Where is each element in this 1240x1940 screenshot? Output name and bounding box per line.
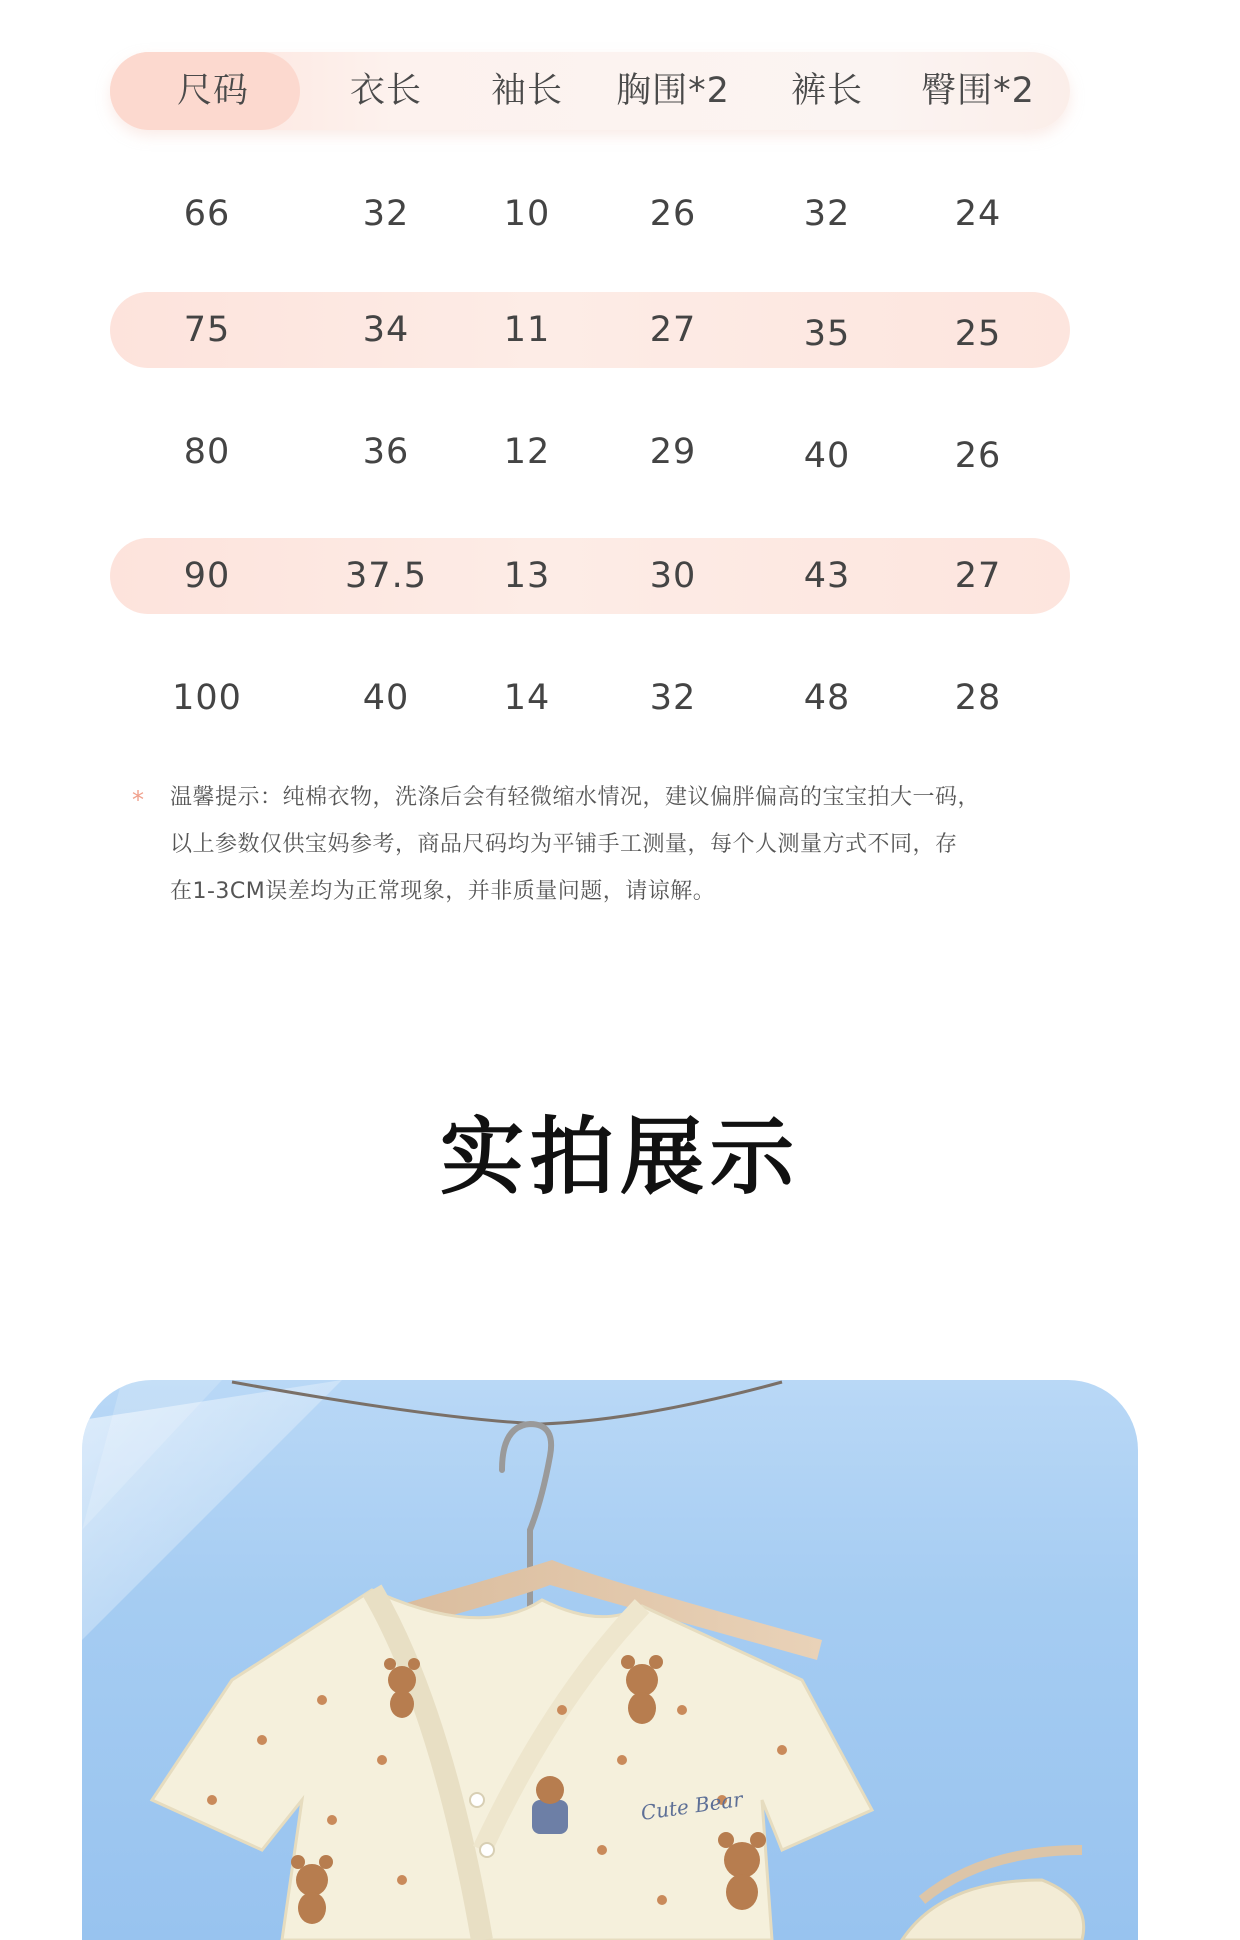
note-line: 在1-3CM误差均为正常现象，并非质量问题，请谅解。 [170,879,716,904]
cell-pants-length: 32 [803,194,851,234]
note-line: 以上参数仅供宝妈参考，商品尺码均为平铺手工测量，每个人测量方式不同，存 [170,832,958,857]
header-pants-length: 裤长 [790,71,863,111]
table-row [0,414,1240,490]
cell-chest: 29 [649,432,697,472]
cell-sleeve: 14 [503,678,551,718]
cell-pants-length: 48 [803,678,851,718]
cell-length: 34 [362,310,410,350]
size-table [0,0,1240,760]
header-size: 尺码 [176,71,249,111]
table-row [0,176,1240,252]
cell-chest: 27 [649,310,697,350]
header-sleeve: 袖长 [490,71,563,111]
cell-hip: 24 [954,194,1002,234]
cell-length: 32 [362,194,410,234]
size-table-header-row [0,53,1240,129]
cell-sleeve: 11 [503,310,551,350]
note-star-icon: * [132,786,144,814]
section-title: 实拍展示 [439,1108,800,1206]
cell-size: 66 [183,194,231,234]
note-line: 温馨提示：纯棉衣物，洗涤后会有轻微缩水情况，建议偏胖偏高的宝宝拍大一码， [170,785,981,810]
product-photo [82,1380,1138,1940]
cell-pants-length: 40 [803,436,851,476]
table-row [0,538,1240,614]
baby-outfit-illustration [82,1380,1138,1940]
cell-chest: 30 [649,556,697,596]
cell-sleeve: 12 [503,432,551,472]
header-chest: 胸围*2 [616,71,730,111]
snap-button [480,1843,494,1857]
cell-hip: 27 [954,556,1002,596]
cell-length: 37.5 [345,556,427,596]
cell-length: 36 [362,432,410,472]
snap-button [470,1793,484,1807]
table-row [0,292,1240,368]
cell-chest: 32 [649,678,697,718]
cell-hip: 25 [954,314,1002,354]
header-hip: 臀围*2 [921,71,1035,111]
cell-length: 40 [362,678,410,718]
cell-chest: 26 [649,194,697,234]
cell-size: 80 [183,432,231,472]
cell-sleeve: 10 [503,194,551,234]
cell-pants-length: 35 [803,314,851,354]
cell-size: 100 [172,678,242,718]
cell-sleeve: 13 [503,556,551,596]
shirt-print-text: Cute Bear [639,1786,745,1825]
cell-pants-length: 43 [803,556,851,596]
cell-size: 75 [183,310,231,350]
cell-hip: 28 [954,678,1002,718]
bear-print-blue [532,1776,568,1834]
header-length: 衣长 [349,71,422,111]
table-row [0,660,1240,736]
cell-size: 90 [183,556,231,596]
cell-hip: 26 [954,436,1002,476]
